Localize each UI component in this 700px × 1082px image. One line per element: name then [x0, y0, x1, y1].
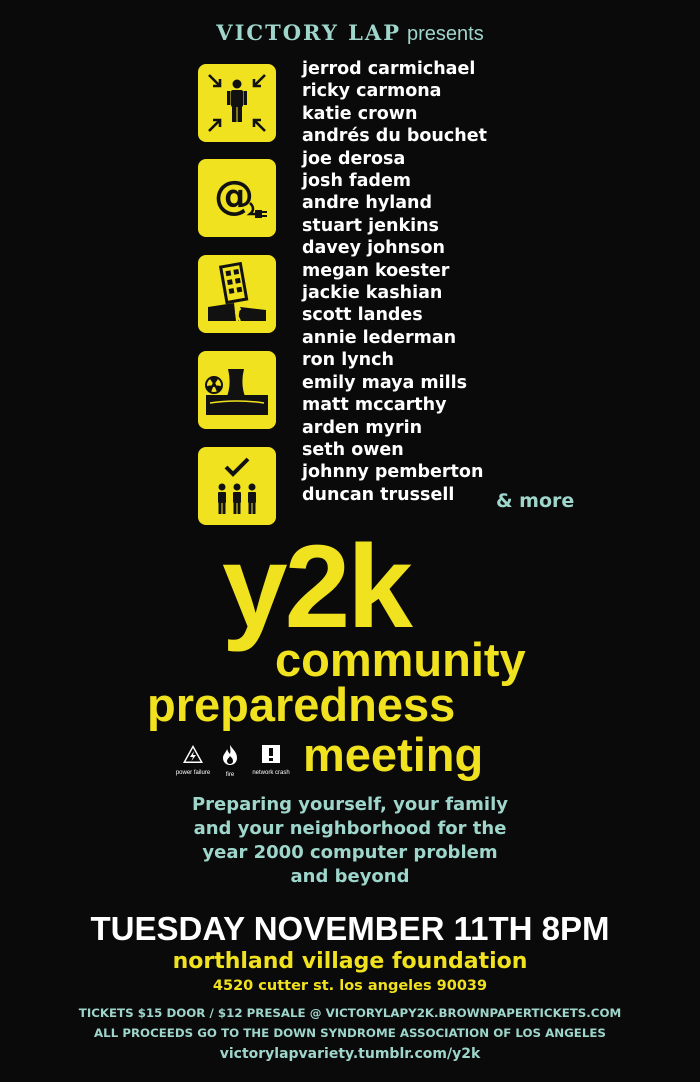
svg-text:@: @ — [214, 173, 254, 219]
description-line: Preparing yourself, your family — [191, 794, 509, 815]
presenter-brand: VICTORY LAP — [216, 20, 401, 45]
performer-name: josh fadem — [302, 171, 412, 192]
fire-hazard — [218, 744, 242, 778]
and-more-text: & more — [496, 490, 575, 512]
performer-name: andre hyland — [302, 193, 433, 214]
venue-name: northland village foundation — [172, 949, 528, 974]
performer-name: andrés du bouchet — [302, 126, 487, 147]
performer-name: katie crown — [302, 103, 418, 124]
description-line: and your neighborhood for the — [193, 818, 507, 839]
performer-name: jackie kashian — [302, 283, 443, 304]
assembly-point-icon — [198, 64, 276, 142]
power-failure-icon — [182, 744, 204, 764]
fire-icon — [220, 744, 240, 766]
website-url: victorylapvariety.tumblr.com/y2k — [219, 1046, 481, 1062]
performer-name: jerrod carmichael — [302, 59, 476, 79]
title-meeting: meeting — [303, 728, 484, 781]
performer-name: ricky carmona — [302, 81, 442, 102]
event-description — [0, 793, 700, 889]
nuclear-plant-icon — [198, 351, 276, 429]
performer-name: seth owen — [302, 439, 404, 460]
power-failure-hazard — [174, 744, 212, 776]
performer-name: annie lederman — [302, 327, 457, 348]
performer-name: scott landes — [302, 305, 423, 326]
performer-name: megan koester — [302, 260, 450, 281]
title-preparedness: preparedness — [147, 678, 456, 731]
event-date: TUESDAY NOVEMBER 11TH 8PM — [90, 910, 610, 947]
performer-name: stuart jenkins — [302, 215, 439, 236]
performer-name: ron lynch — [302, 350, 394, 371]
network-crash-hazard — [252, 744, 290, 776]
description-line: and beyond — [290, 866, 410, 887]
venue-address: 4520 cutter st. los angeles 90039 — [212, 978, 488, 994]
hazard-label: network crash — [252, 770, 290, 776]
performer-name: duncan trussell — [302, 484, 455, 505]
performer-name: emily maya mills — [302, 372, 468, 393]
presents-text: presents — [407, 23, 484, 45]
performer-name: arden myrin — [302, 417, 423, 438]
proceeds-info: ALL PROCEEDS GO TO THE DOWN SYNDROME ASSOCIATION OF LOS ANGELES — [94, 1026, 606, 1040]
description-line: year 2000 computer problem — [202, 842, 498, 863]
network-crash-icon — [261, 744, 281, 764]
poster-header — [0, 20, 700, 46]
ticket-info: TICKETS $15 DOOR / $12 PRESALE @ VICTORYLAPY2K.BROWNPAPERTICKETS.COM — [78, 1006, 622, 1020]
hazard-label: power failure — [175, 770, 211, 776]
collapsing-building-icon — [198, 255, 276, 333]
performer-name: matt mccarthy — [302, 395, 447, 416]
hazard-label: fire — [225, 772, 235, 778]
performer-list — [302, 58, 487, 506]
performer-name: davey johnson — [302, 238, 445, 259]
title-community: community — [275, 633, 526, 686]
email-plug-icon — [198, 159, 276, 237]
title-y2k: y2k — [222, 521, 410, 653]
performer-name: johnny pemberton — [302, 462, 484, 483]
performer-name: joe derosa — [302, 148, 406, 169]
group-checkmark-icon — [198, 447, 276, 525]
